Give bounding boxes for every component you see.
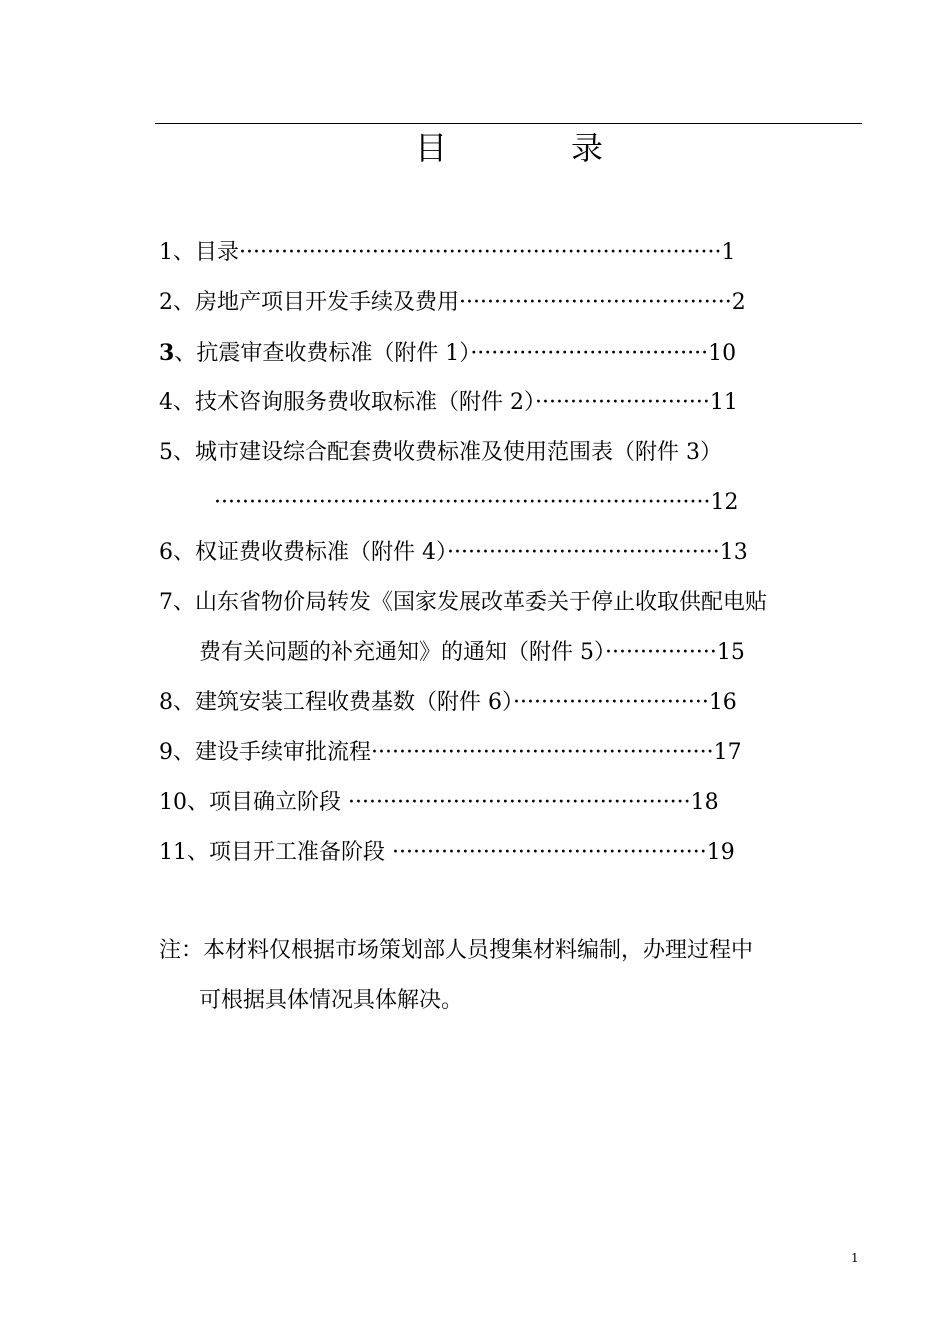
toc-leader-dots: ···························· <box>513 690 709 715</box>
toc-page-number: 1 <box>721 240 736 265</box>
toc-entry-text: 、抗震审查收费标准（附件 1） <box>174 341 471 366</box>
toc-leader-dots: ················································· <box>348 790 691 815</box>
toc-page-number: 19 <box>706 840 735 865</box>
toc-leader-dots: ························· <box>535 390 710 415</box>
toc-entry-3[interactable] <box>159 338 834 368</box>
page-title <box>155 126 862 170</box>
toc-entry-text: 费有关问题的补充通知》的通知（附件 5） <box>199 640 605 665</box>
toc-entry-10[interactable] <box>159 788 834 818</box>
title-char-1: 目 <box>415 129 448 167</box>
toc-entry-text: 6、权证费收费标准（附件 4） <box>159 540 447 565</box>
toc-page-number: 16 <box>708 690 737 715</box>
toc-entry-text: 9、建设手续审批流程 <box>159 740 371 765</box>
footer-page-number: 1 <box>851 1251 859 1265</box>
toc-page-number: 15 <box>716 640 745 665</box>
toc-entry-text: 4、技术咨询服务费收取标准（附件 2） <box>159 390 535 415</box>
toc-entry-text: 11、项目开工准备阶段 <box>159 840 392 865</box>
toc-page-number: 11 <box>709 390 738 415</box>
toc-entry-6[interactable] <box>159 538 834 568</box>
note-line-2: 可根据具体情况具体解决。 <box>199 988 464 1013</box>
toc-leader-dots: ······································································· <box>214 490 711 515</box>
header-rule <box>155 123 862 124</box>
title-char-2: 录 <box>571 129 604 167</box>
toc-entry-text: 7、山东省物价局转发《国家发展改革委关于停止收取供配电贴 <box>159 590 767 615</box>
toc-page-number: 12 <box>710 490 739 515</box>
toc-entry-text: 10、项目确立阶段 <box>159 790 348 815</box>
note-line-1: 注：本材料仅根据市场策划部人员搜集材料编制，办理过程中 <box>159 938 754 963</box>
toc-entry-5[interactable] <box>159 438 834 468</box>
toc-leader-dots: ······································· <box>447 540 720 565</box>
toc-entry-number: 3 <box>159 340 175 366</box>
toc-page-number: 10 <box>708 341 737 366</box>
toc-entry-11[interactable] <box>159 838 834 868</box>
toc-entry-4[interactable] <box>159 388 834 418</box>
toc-entry-text: 1、目录 <box>159 240 239 265</box>
toc-leader-dots: ············································· <box>392 840 707 865</box>
toc-entry-9[interactable] <box>159 738 834 768</box>
toc-entry-7-continuation[interactable] <box>199 638 834 668</box>
toc-leader-dots: ·································· <box>470 341 709 366</box>
toc-page-number: 13 <box>719 540 748 565</box>
toc-entry-text: 5、城市建设综合配套费收费标准及使用范围表（附件 3） <box>159 440 722 465</box>
toc-entry-2[interactable] <box>159 288 824 318</box>
toc-entry-text: 8、建筑安装工程收费基数（附件 6） <box>159 690 513 715</box>
toc-entry-7[interactable] <box>159 588 869 618</box>
toc-entry-5-continuation[interactable] <box>214 488 834 518</box>
toc-page-number: 17 <box>713 740 742 765</box>
toc-entry-8[interactable] <box>159 688 834 718</box>
toc-entry-1[interactable] <box>159 238 824 268</box>
toc-entry-text: 2、房地产项目开发手续及费用 <box>159 290 459 315</box>
toc-leader-dots: ················ <box>605 640 717 665</box>
toc-page-number: 18 <box>690 790 719 815</box>
toc-leader-dots: ················································· <box>371 740 714 765</box>
toc-leader-dots: ······································· <box>459 290 732 315</box>
toc-leader-dots: ····································································· <box>239 240 722 265</box>
toc-page-number: 2 <box>731 290 746 315</box>
